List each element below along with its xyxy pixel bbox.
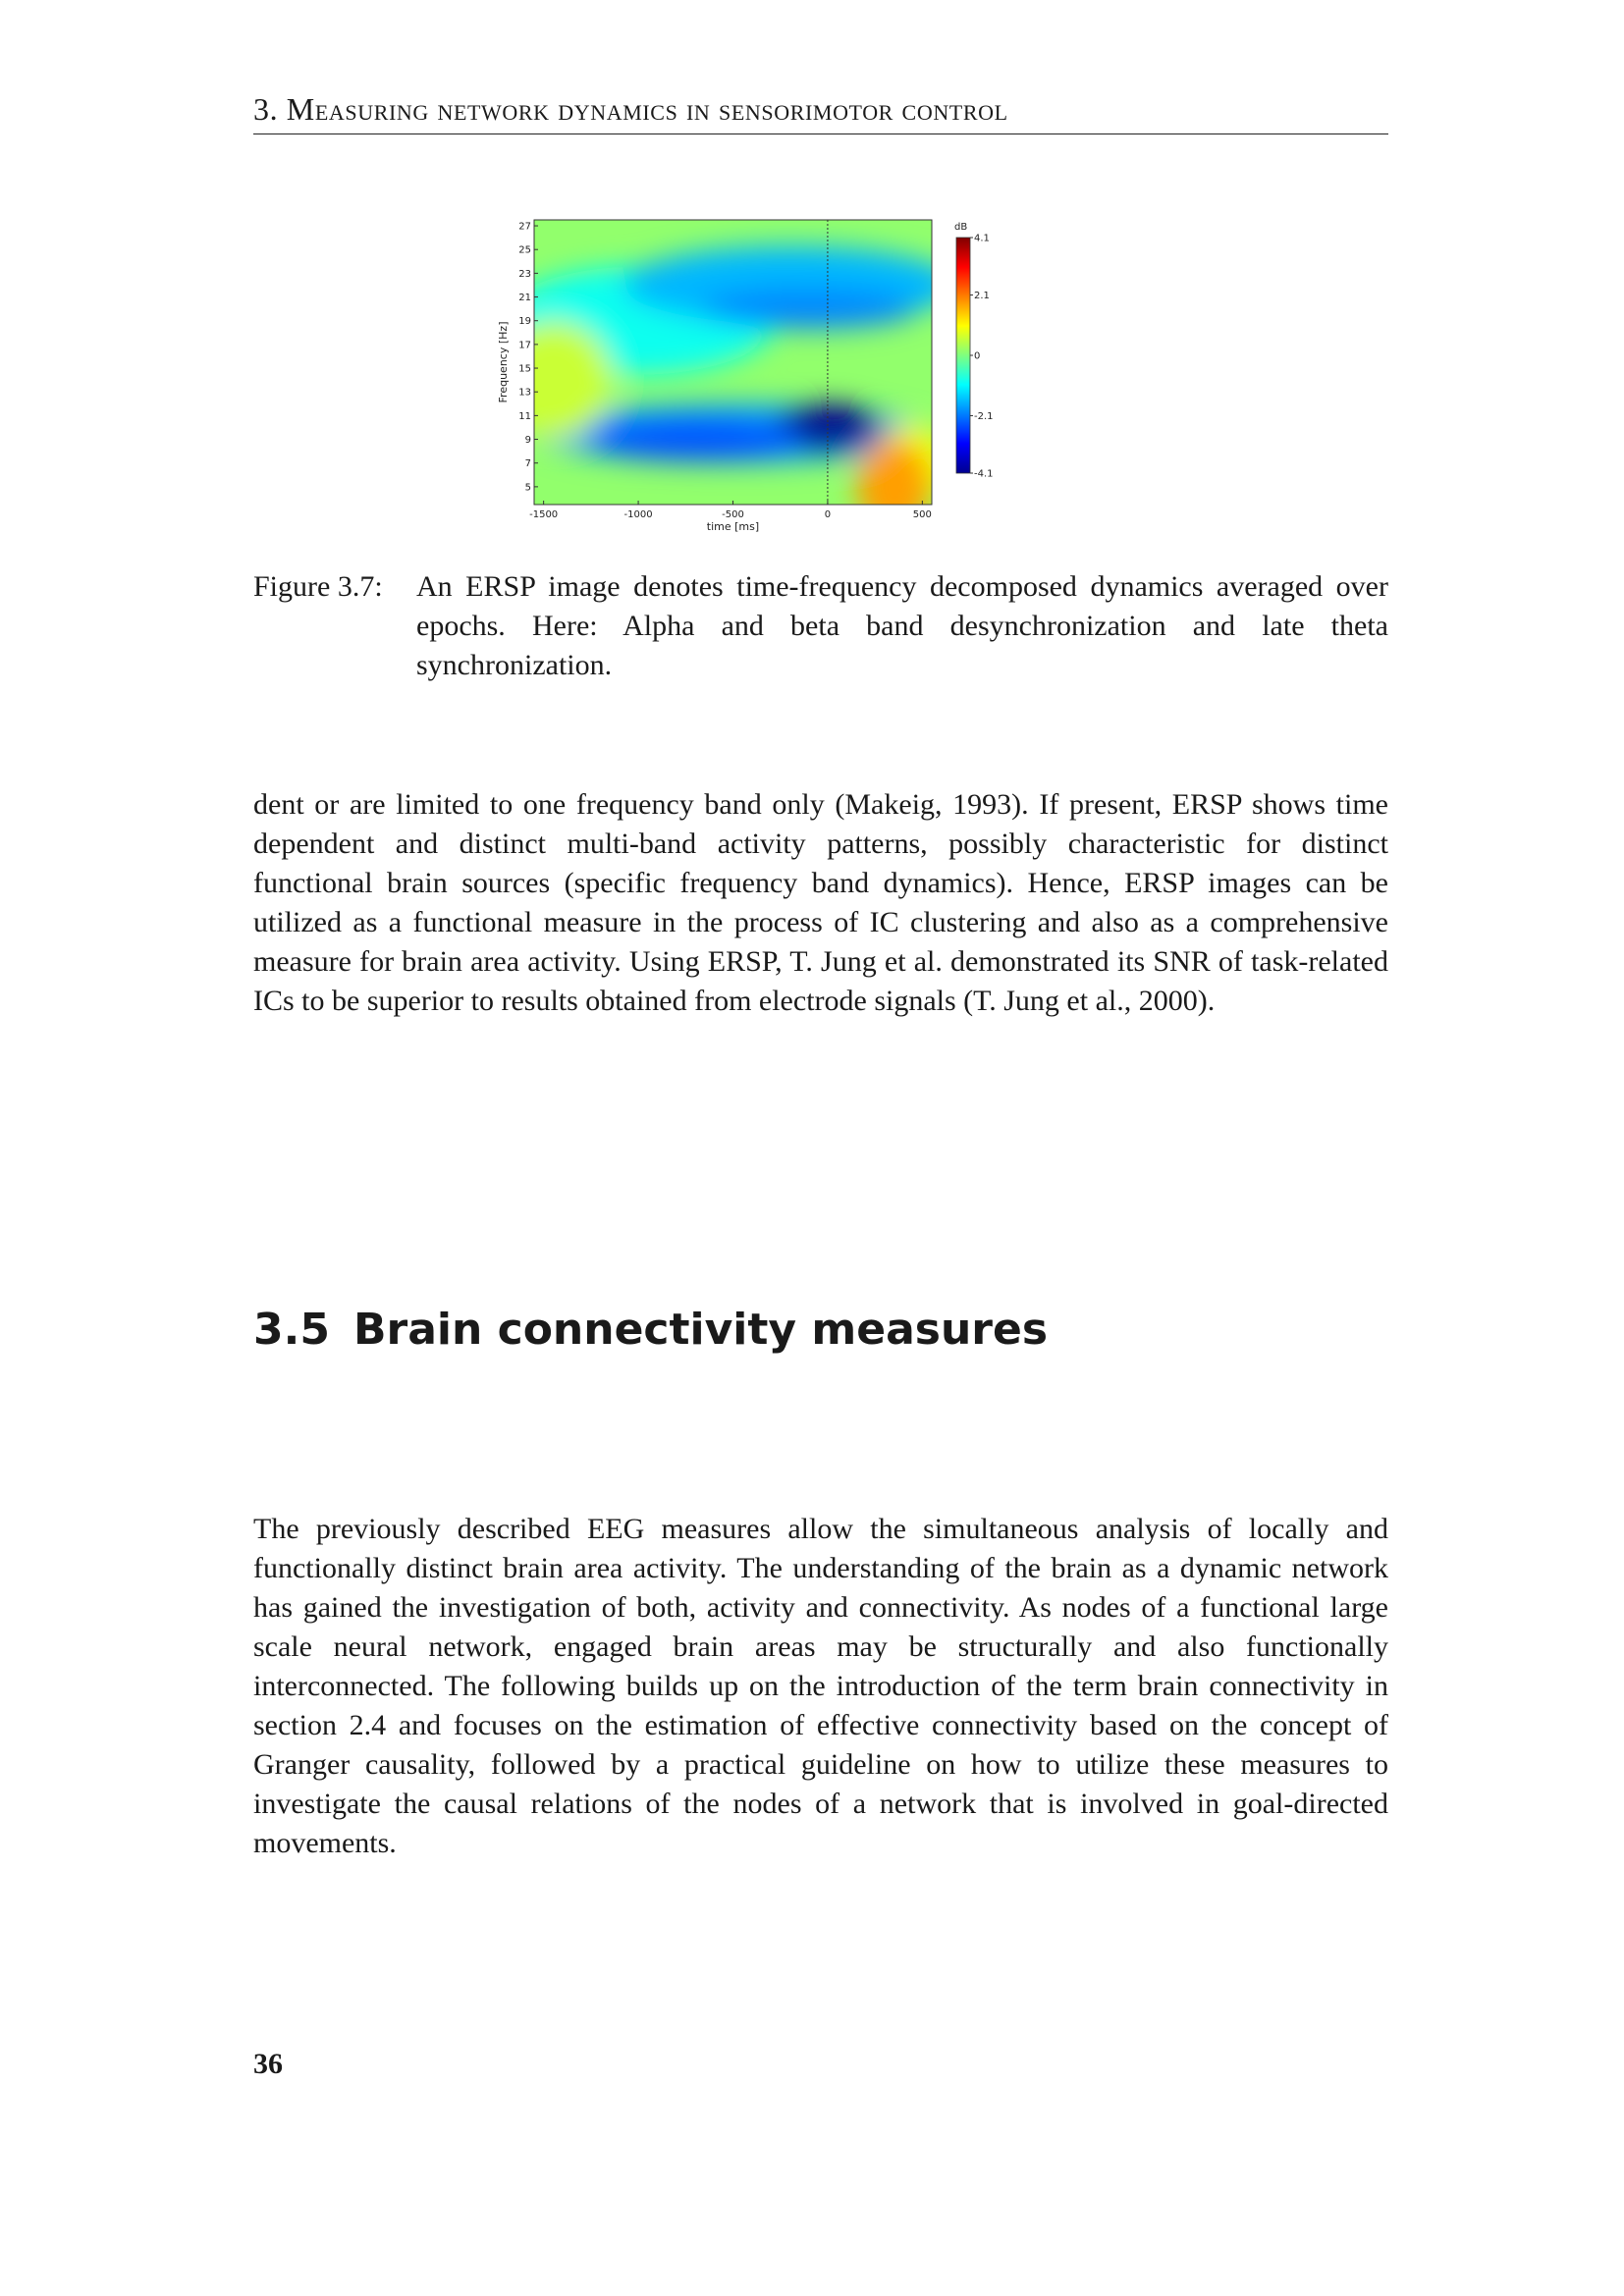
running-header: 3. Measuring network dynamics in sensorimotor control <box>253 90 1388 134</box>
colorbar-unit: dB <box>954 222 968 233</box>
colorbar-tick-label: -4.1 <box>974 468 994 480</box>
y-tick-label: 9 <box>524 435 531 447</box>
body-paragraph: dent or are limited to one frequency band only (Makeig, 1993). If present, ERSP shows time dependent and distinct multi-band activity patterns, possibly characteristic for distinct functional brain sources (specific frequency band dynamics). Hence, ERSP images can be utilized as a functional measure in the process of IC clustering and also as a comprehensive measure for brain area activity. Using ERSP, T. Jung et al. demonstrated its SNR of task-related ICs to be superior to results obtained from electrode signals (T. Jung et al., 2000). <box>253 788 1388 1017</box>
colorbar-tick-label: 4.1 <box>974 233 990 244</box>
y-tick-label: 19 <box>518 316 531 328</box>
caption-text: An ERSP image denotes time-frequency decomposed dynamics averaged over epochs. Here: Alpha and beta band desynchronization and late theta synchronization. <box>416 570 1388 681</box>
colorbar-gradient <box>956 238 970 473</box>
figure-caption <box>253 567 1388 685</box>
body-paragraph: The previously described EEG measures allow the simultaneous analysis of locally and functionally distinct brain area activity. The understanding of the brain as a dynamic network has gained the investigation of both, activity and connectivity. As nodes of a functional large scale neural network, engaged brain areas may be structurally and also functionally interconnected. The following builds up on the introduction of the term brain connectivity in section 2.4 and focuses on the estimation of effective connectivity based on the concept of Granger causality, followed by a practical guideline on how to utilize these measures to investigate the causal relations of the nodes of a network that is involved in goal-directed movements. <box>253 1513 1388 1859</box>
ersp-heatmap-chart <box>481 208 1188 542</box>
colorbar <box>954 222 994 480</box>
y-tick-label: 5 <box>524 482 531 494</box>
ersp-feature-alpha-desynchronization-onset <box>587 418 803 461</box>
y-tick-label: 21 <box>518 293 531 304</box>
y-tick-label: 15 <box>518 363 531 375</box>
caption-label: Figure 3.7: <box>253 570 383 603</box>
y-tick-label: 13 <box>518 387 531 399</box>
heatmap-region <box>494 321 612 439</box>
x-tick-label: 500 <box>912 509 932 520</box>
plot-area <box>494 220 956 534</box>
x-tick-label: -500 <box>722 509 744 520</box>
x-tick-label: -1000 <box>623 509 653 520</box>
y-tick-label: 23 <box>518 268 531 280</box>
y-tick-label: 27 <box>518 221 531 233</box>
x-tick-label: -1500 <box>529 509 559 520</box>
y-tick-label: 25 <box>518 244 531 256</box>
page-number: 36 <box>253 2048 283 2080</box>
x-tick-label: 0 <box>824 509 832 520</box>
section-number: 3.5 <box>253 1305 330 1355</box>
colorbar-tick-label: 0 <box>974 350 981 362</box>
ersp-figure <box>481 208 1188 542</box>
y-tick-label: 7 <box>524 458 531 470</box>
y-axis-label: Frequency [Hz] <box>497 321 510 403</box>
section-title: Brain connectivity measures <box>352 1305 1049 1355</box>
section-heading <box>253 1304 1048 1357</box>
colorbar-tick-label: -2.1 <box>974 410 994 422</box>
y-tick-label: 11 <box>518 410 531 422</box>
y-tick-label: 17 <box>518 340 531 351</box>
x-axis-label: time [ms] <box>706 520 760 533</box>
colorbar-tick-label: 2.1 <box>974 291 990 302</box>
ersp-feature-beta-desynchronization <box>701 290 917 329</box>
